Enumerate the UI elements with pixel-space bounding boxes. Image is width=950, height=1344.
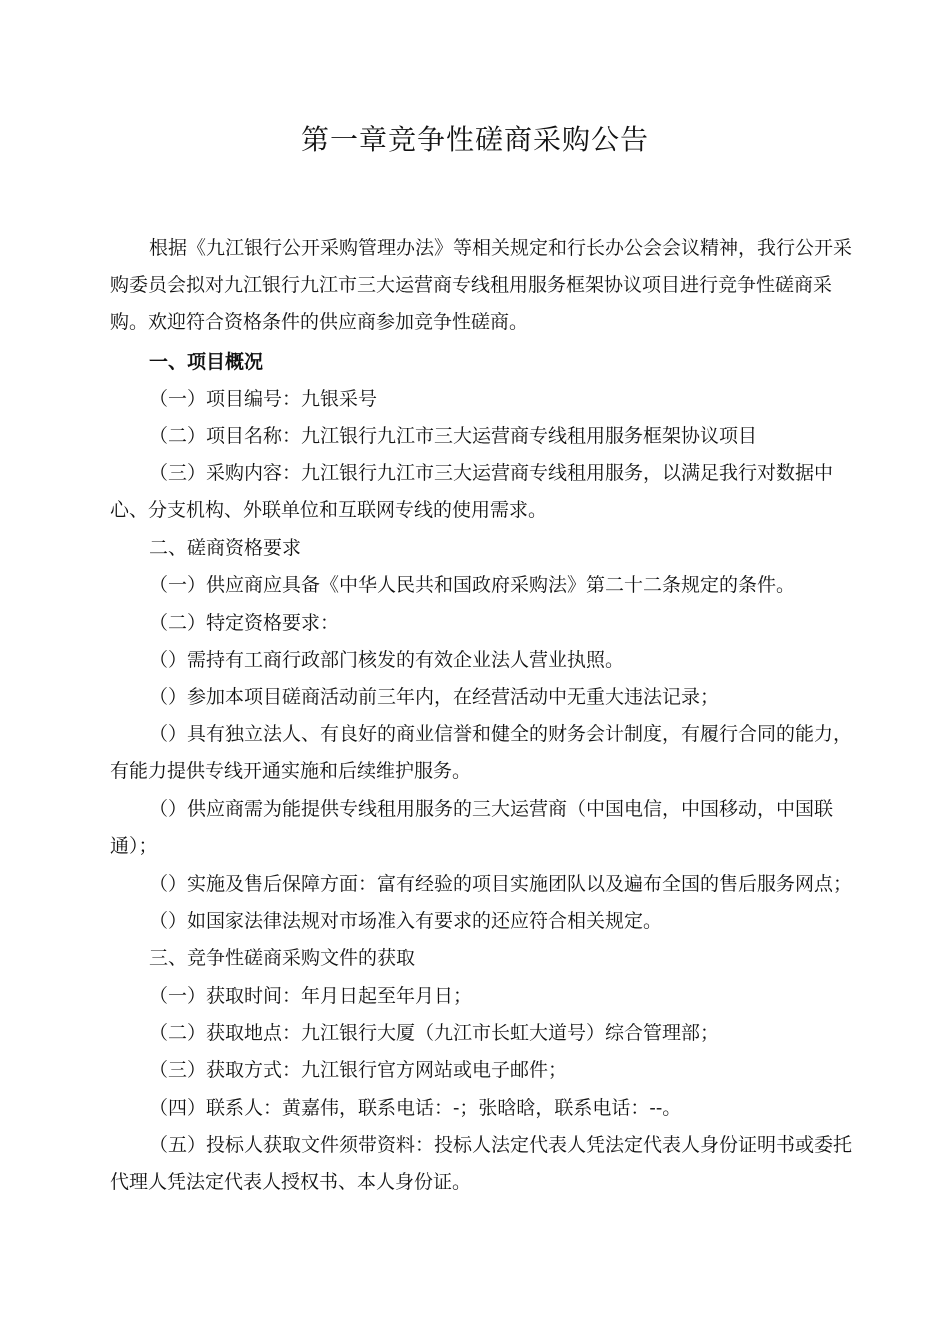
procurement-content: （三）采购内容：九江银行九江市三大运营商专线租用服务，以满足我行对数据中心、分支机构、外联单位和互联网专线的使用需求。 [110,462,834,521]
qualification-item-after-sales: （）实施及售后保障方面：富有经验的项目实施团队以及遍布全国的售后服务网点； [149,873,853,895]
qualification-item-license: （）需持有工商行政部门核发的有效企业法人营业执照。 [149,649,625,671]
section-heading-document-acquisition: 三、竞争性磋商采购文件的获取 [149,947,416,969]
qualification-general: （一）供应商应具备《中华人民共和国政府采购法》第二十二条规定的条件。 [149,574,796,596]
acquisition-time: （一）获取时间：年月日起至年月日； [149,985,473,1007]
qualification-specific-heading: （二）特定资格要求： [149,612,340,634]
project-number: （一）项目编号：九银采号 [149,388,378,410]
acquisition-location: （二）获取地点：九江银行大厦（九江市长虹大道号）综合管理部； [149,1022,720,1044]
qualification-item-record: （）参加本项目磋商活动前三年内，在经营活动中无重大违法记录； [149,686,720,708]
qualification-item-market-access: （）如国家法律法规对市场准入有要求的还应符合相关规定。 [149,910,663,932]
qualification-item-legal-entity: （）具有独立法人、有良好的商业信誉和健全的财务会计制度，有履行合同的能力，有能力提供专线开通实施和后续维护服务。 [110,723,853,782]
acquisition-method: （三）获取方式：九江银行官方网站或电子邮件； [149,1059,568,1081]
contact-persons: （四）联系人：黄嘉伟，联系电话：-；张晗晗，联系电话：--。 [149,1097,682,1119]
section-heading-qualification: 二、磋商资格要求 [149,537,302,559]
required-documents: （五）投标人获取文件须带资料：投标人法定代表人凭法定代表人身份证明书或委托代理人凭法定代表人授权书、本人身份证。 [110,1134,853,1193]
intro-paragraph: 根据《九江银行公开采购管理办法》等相关规定和行长办公会会议精神，我行公开采购委员会拟对九江银行九江市三大运营商专线租用服务框架协议项目进行竞争性磋商采购。欢迎符合资格条件的供应商参加竞争性磋商。 [110,237,853,333]
page-title: 第一章竞争性磋商采购公告 [300,123,649,156]
project-name: （二）项目名称：九江银行九江市三大运营商专线租用服务框架协议项目 [149,425,758,447]
qualification-item-operator: （）供应商需为能提供专线租用服务的三大运营商（中国电信，中国移动，中国联通）； [110,798,834,857]
section-heading-project-overview: 一、项目概况 [149,351,264,373]
